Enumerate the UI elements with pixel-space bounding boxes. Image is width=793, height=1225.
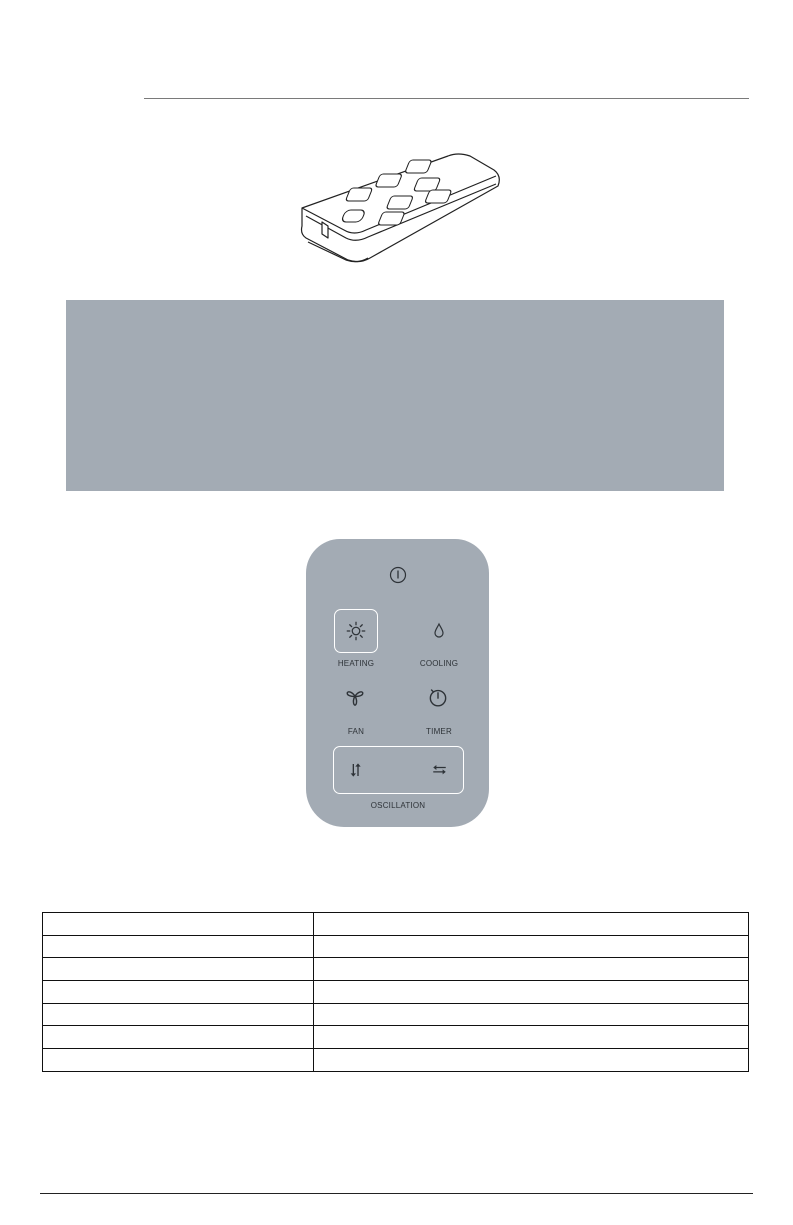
table-row: [43, 1049, 749, 1072]
remote-power-icon[interactable]: [389, 566, 407, 584]
table-cell: [43, 981, 314, 1004]
remote-sun-icon: [346, 621, 366, 641]
table-row: [43, 1026, 749, 1049]
footer-rule: [40, 1193, 753, 1194]
table-cell: [43, 935, 314, 958]
table-cell: [314, 913, 749, 936]
table-row: [43, 935, 749, 958]
table-cell: [314, 1026, 749, 1049]
remote-fan-icon[interactable]: [346, 688, 364, 707]
table-cell: [43, 1049, 314, 1072]
table-row: [43, 913, 749, 936]
remote-fan-label: FAN: [347, 727, 365, 736]
remote-timer-icon[interactable]: [428, 686, 448, 708]
table-cell: [314, 981, 749, 1004]
remote-oscillation-label: OSCILLATION: [370, 801, 426, 810]
table-row: [43, 1003, 749, 1026]
remote-horizontal-oscillation-icon[interactable]: [432, 764, 447, 776]
table-cell: [314, 958, 749, 981]
table-cell: [314, 935, 749, 958]
table-cell: [43, 1026, 314, 1049]
remote-heating-label: HEATING: [337, 659, 375, 668]
remote-cooling-label: COOLING: [419, 659, 459, 668]
remote-illustration: [298, 150, 504, 265]
table-row: [43, 981, 749, 1004]
table-row: [43, 958, 749, 981]
spec-table: [42, 912, 749, 1072]
table-cell: [314, 1003, 749, 1026]
table-cell: [43, 913, 314, 936]
control-panel: [66, 300, 724, 491]
remote-drop-icon[interactable]: [433, 622, 445, 639]
remote-vertical-oscillation-icon[interactable]: [350, 762, 362, 778]
table-cell: [43, 958, 314, 981]
table-cell: [314, 1049, 749, 1072]
table-cell: [43, 1003, 314, 1026]
remote-timer-label: TIMER: [426, 727, 452, 736]
header-rule: [144, 98, 749, 99]
